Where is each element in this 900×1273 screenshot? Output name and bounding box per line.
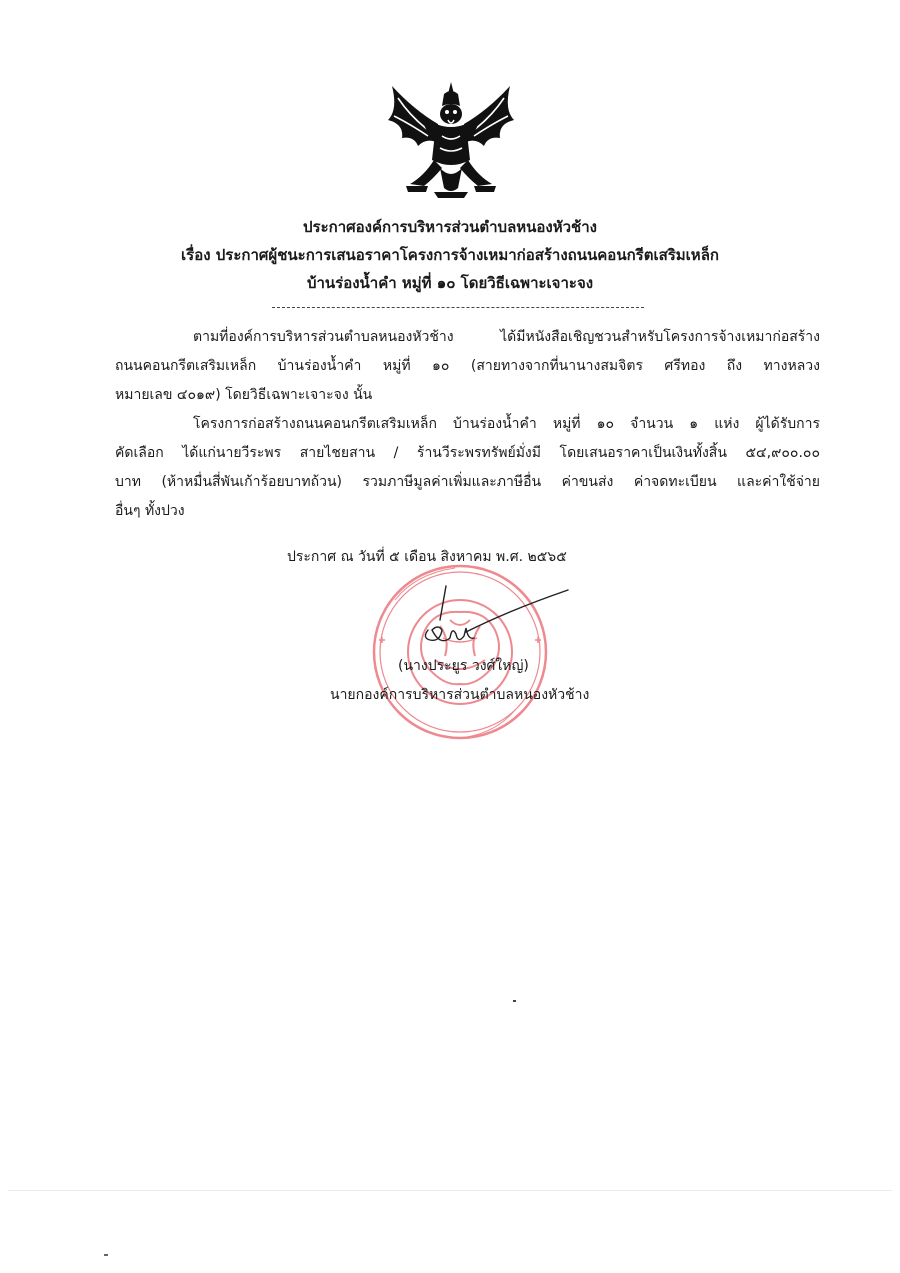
handwritten-signature-icon	[420, 580, 570, 660]
scan-speck	[104, 1254, 108, 1256]
paragraph-invitation	[115, 323, 820, 410]
announcement-date: ประกาศ ณ วันที่ ๕ เดือน สิงหาคม พ.ศ. ๒๕๖๕	[287, 549, 567, 565]
paragraph-line: คัดเลือก ได้แก่นายวีระพร สายไชยสาน / ร้านวีระพรทรัพย์มั่งมี โดยเสนอราคาเป็นเงินทั้งสิ้น ๕๔,๙๐๐.๐๐	[115, 445, 820, 461]
paragraph-line: หมายเลข ๔๐๑๙) โดยวิธีเฉพาะเจาะจง นั้น	[115, 387, 373, 403]
paragraph-line: โครงการก่อสร้างถนนคอนกรีตเสริมเหล็ก บ้านร่องน้ำคำ หมู่ที่ ๑๐ จำนวน ๑ แห่ง ผู้ได้รับการ	[193, 416, 820, 432]
paragraph-winner	[115, 410, 820, 526]
garuda-emblem-icon	[384, 80, 518, 200]
scan-speck	[513, 1000, 516, 1002]
signer-name: (นางประยูร วงศ์ใหญ่)	[398, 658, 529, 674]
announcement-subject: เรื่อง ประกาศผู้ชนะการเสนอราคาโครงการจ้างเหมาก่อสร้างถนนคอนกรีตเสริมเหล็ก	[181, 246, 719, 264]
announcement-title: ประกาศองค์การบริหารส่วนตำบลหนองหัวช้าง	[303, 218, 597, 236]
paragraph-line: ตามที่องค์การบริหารส่วนตำบลหนองหัวช้าง ได้มีหนังสือเชิญชวนสำหรับโครงการจ้างเหมาก่อสร้าง	[193, 329, 820, 345]
paragraph-line: ถนนคอนกรีตเสริมเหล็ก บ้านร่องน้ำคำ หมู่ที่ ๑๐ (สายทางจากที่นานางสมจิตร ศรีทอง ถึง ทางหลวง	[115, 358, 820, 374]
header-divider	[272, 307, 644, 308]
paragraph-line: อื่นๆ ทั้งปวง	[115, 503, 185, 519]
announcement-subject-continued: บ้านร่องน้ำคำ หมู่ที่ ๑๐ โดยวิธีเฉพาะเจาะจง	[306, 274, 594, 292]
signer-title: นายกองค์การบริหารส่วนตำบลหนองหัวช้าง	[330, 687, 590, 703]
footer-rule	[8, 1190, 892, 1191]
paragraph-line: บาท (ห้าหมื่นสี่พันเก้าร้อยบาทถ้วน) รวมภาษีมูลค่าเพิ่มและภาษีอื่น ค่าขนส่ง ค่าจดทะเบียน และค่าใช้จ่าย	[115, 474, 820, 490]
